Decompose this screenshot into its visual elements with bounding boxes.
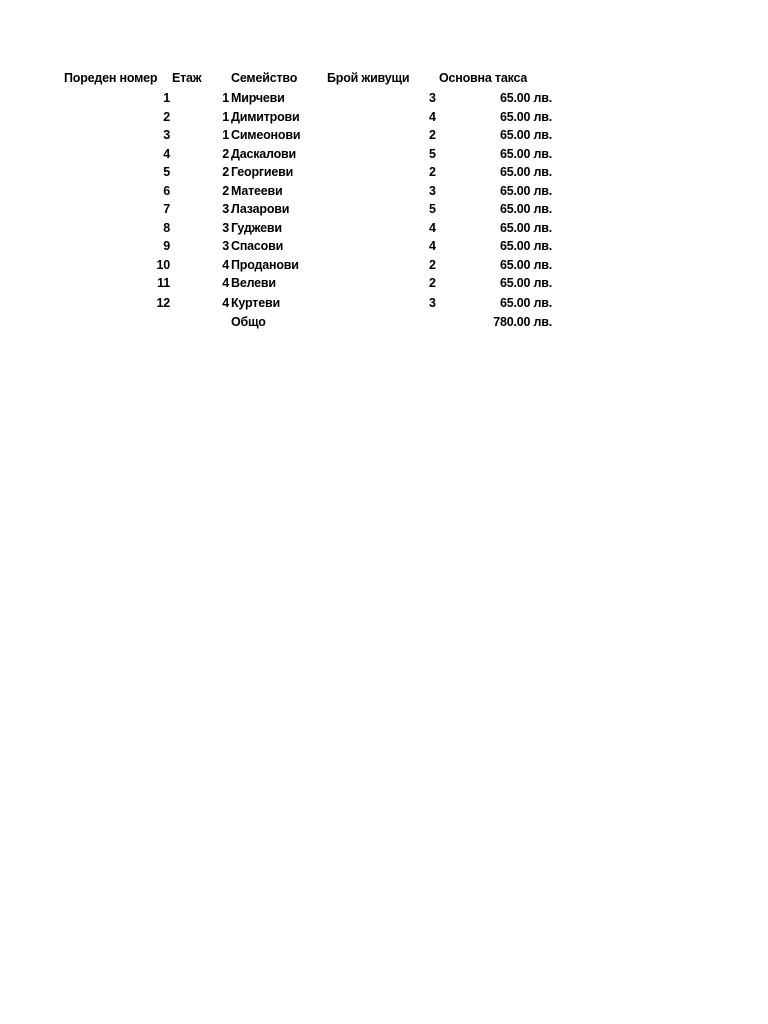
cell-floor: 1: [222, 109, 229, 124]
cell-number: 6: [163, 183, 170, 198]
cell-number: 9: [163, 239, 170, 253]
cell-residents: 3: [429, 183, 436, 198]
cell-number: 3: [163, 128, 170, 142]
header-fee: Основна такса: [439, 71, 528, 85]
cell-fee: 65.00 лв.: [499, 146, 552, 161]
cell-number: 2: [163, 109, 170, 124]
table-row: [0, 145, 768, 163]
header-residents: Брой живущи: [327, 71, 410, 85]
cell-floor: 2: [222, 183, 229, 198]
cell-residents: 2: [429, 257, 436, 272]
cell-floor: 3: [222, 239, 229, 253]
cell-fee: 65.00 лв.: [499, 239, 552, 253]
cell-floor: 4: [222, 295, 229, 310]
table-row: [0, 219, 768, 237]
cell-family: Куртеви: [231, 295, 280, 310]
table-row: [0, 182, 768, 200]
cell-floor: 2: [222, 165, 229, 179]
cell-residents: 5: [429, 202, 436, 216]
cell-family: Димитрови: [231, 109, 300, 124]
cell-fee: 65.00 лв.: [499, 128, 552, 142]
cell-number: 5: [163, 165, 170, 179]
cell-number: 7: [163, 202, 170, 216]
cell-family: Георгиеви: [231, 165, 294, 179]
table-row: [0, 89, 768, 107]
cell-family: Мирчеви: [231, 91, 285, 105]
cell-residents: 4: [429, 220, 436, 235]
cell-residents: 2: [429, 276, 436, 290]
cell-fee: 65.00 лв.: [499, 295, 552, 310]
header-floor: Етаж: [172, 71, 202, 85]
table-row: [0, 126, 768, 144]
cell-residents: 2: [429, 128, 436, 142]
cell-fee: 65.00 лв.: [499, 109, 552, 124]
cell-floor: 3: [222, 220, 229, 235]
cell-floor: 2: [222, 146, 229, 161]
cell-fee: 65.00 лв.: [499, 165, 552, 179]
cell-residents: 3: [429, 295, 436, 310]
cell-floor: 4: [222, 257, 229, 272]
header-number: Пореден номер: [64, 71, 158, 85]
cell-fee: 65.00 лв.: [499, 257, 552, 272]
cell-family: Симеонови: [231, 128, 301, 142]
table-row: [0, 200, 768, 218]
cell-residents: 2: [429, 165, 436, 179]
cell-number: 12: [156, 295, 170, 310]
table-header-row: [0, 69, 768, 87]
cell-family: Проданови: [231, 257, 299, 272]
cell-family: Велеви: [231, 276, 276, 290]
table-row: [0, 256, 768, 274]
cell-residents: 5: [429, 146, 436, 161]
cell-floor: 1: [222, 128, 229, 142]
cell-residents: 3: [429, 91, 436, 105]
cell-floor: 1: [222, 91, 229, 105]
cell-floor: 3: [222, 202, 229, 216]
cell-floor: 4: [222, 276, 229, 290]
cell-number: 1: [163, 91, 170, 105]
cell-family: Спасови: [231, 239, 284, 253]
cell-family: Матееви: [231, 183, 283, 198]
cell-family: Даскалови: [231, 146, 296, 161]
table-total-row: [0, 313, 768, 331]
header-family: Семейство: [231, 71, 298, 85]
cell-family: Гуджеви: [231, 220, 282, 235]
cell-number: 4: [163, 146, 170, 161]
table-row: [0, 274, 768, 292]
cell-fee: 65.00 лв.: [499, 91, 552, 105]
cell-residents: 4: [429, 239, 436, 253]
table-row: [0, 108, 768, 126]
table-row: [0, 163, 768, 181]
cell-number: 8: [163, 220, 170, 235]
cell-number: 11: [157, 276, 170, 290]
cell-fee: 65.00 лв.: [499, 202, 552, 216]
cell-number: 10: [156, 257, 170, 272]
cell-residents: 4: [429, 109, 436, 124]
cell-fee: 65.00 лв.: [499, 220, 552, 235]
table-row: [0, 294, 768, 312]
total-label: Общо: [231, 315, 266, 329]
table-row: [0, 237, 768, 255]
total-fee: 780.00 лв.: [493, 315, 552, 329]
cell-fee: 65.00 лв.: [499, 276, 552, 290]
cell-fee: 65.00 лв.: [499, 183, 552, 198]
cell-family: Лазарови: [231, 202, 290, 216]
